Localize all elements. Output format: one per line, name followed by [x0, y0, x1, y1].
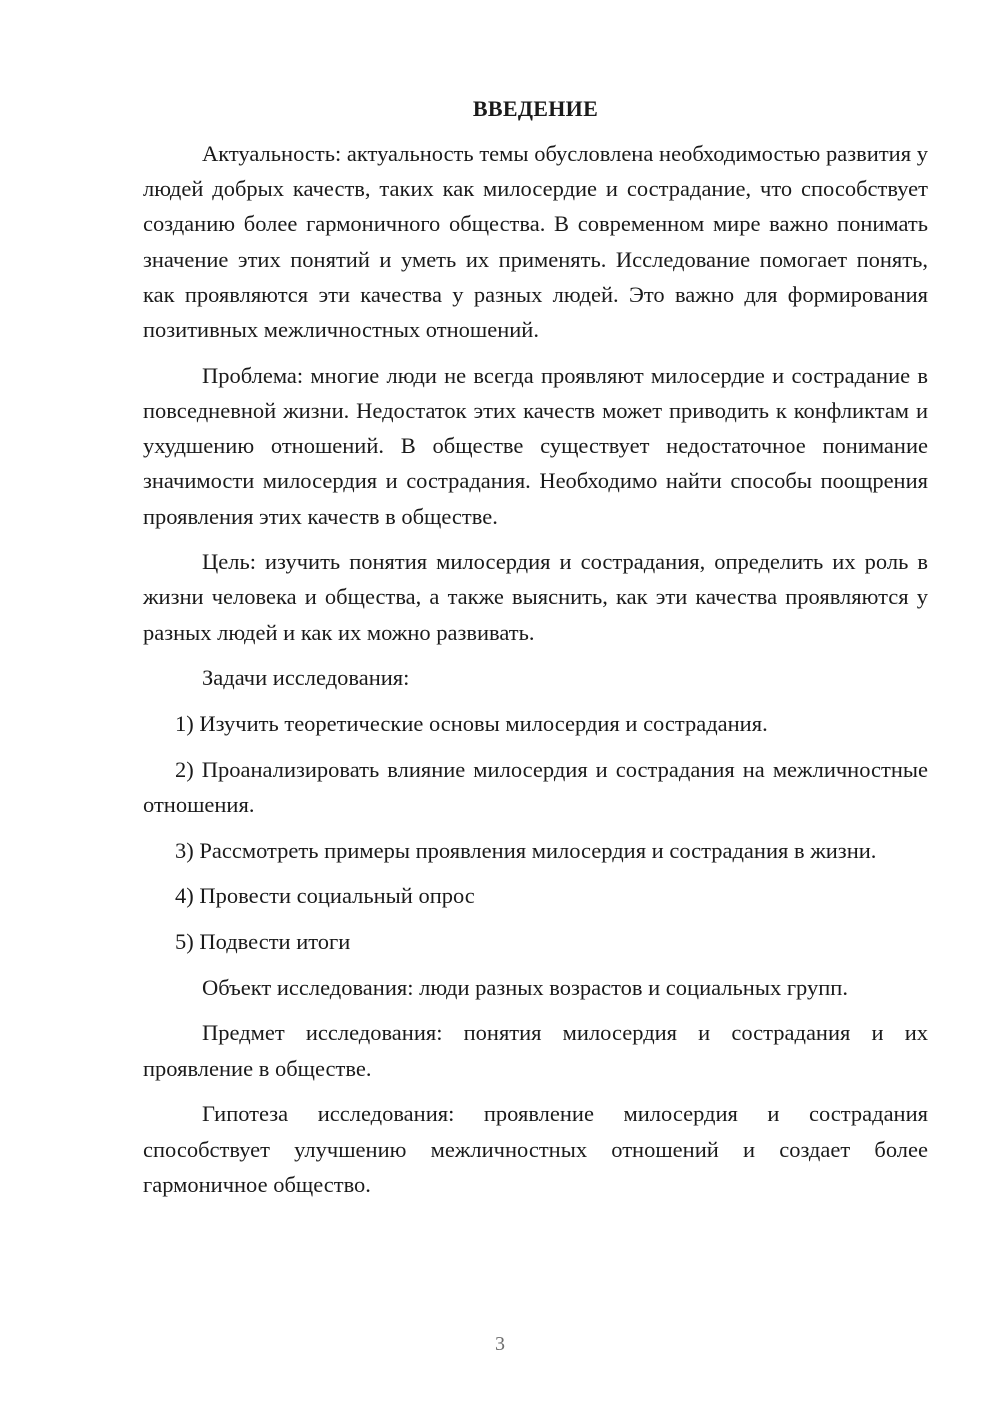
task-item: 2) Проанализировать влияние милосердия и сострадания на межличностные отношения. [143, 756, 928, 817]
paragraph-goal: Цель: изучить понятия милосердия и сострадания, определить их роль в жизни человека и общества, а также выяснить, как эти качества проявляются у разных людей и как их можно развивать. [143, 549, 928, 645]
paragraph-subject: Предмет исследования: понятия милосердия и сострадания и их проявление в обществе. [143, 1020, 928, 1081]
task-item: 5) Подвести итоги [175, 929, 351, 955]
paragraph-relevance: Актуальность: актуальность темы обусловлена необходимостью развития у людей добрых качеств, таких как милосердие и сострадание, что способствует созданию более гармоничного общества. В современном мире важно понимать значение этих понятий и уметь их применять. Исследование помогает понять, как проявляются эти качества у разных людей. Это важно для формирования позитивных межличностных отношений. [143, 141, 928, 343]
paragraph-problem: Проблема: многие люди не всегда проявляют милосердие и сострадание в повседневной жизни. Недостаток этих качеств может приводить к конфликтам и ухудшению отношений. В обществе существует недостаточное понимание значимости милосердия и сострадания. Необходимо найти способы поощрения проявления этих качеств в обществе. [143, 362, 928, 529]
task-item: 3) Рассмотреть примеры проявления милосердия и сострадания в жизни. [175, 837, 877, 863]
task-item: 1) Изучить теоретические основы милосердия и сострадания. [175, 711, 768, 737]
document-page [143, 92, 928, 1202]
page-number: 3 [495, 1333, 505, 1355]
task-item: 4) Провести социальный опрос [175, 883, 475, 909]
paragraph-object: Объект исследования: люди разных возрастов и социальных групп. [202, 974, 848, 1000]
section-title: ВВЕДЕНИЕ [472, 96, 599, 121]
paragraph-hypothesis: Гипотеза исследования: проявление милосердия и сострадания способствует улучшению межличностных отношений и создает более гармоничное общество. [143, 1101, 928, 1197]
tasks-heading: Задачи исследования: [202, 665, 410, 691]
